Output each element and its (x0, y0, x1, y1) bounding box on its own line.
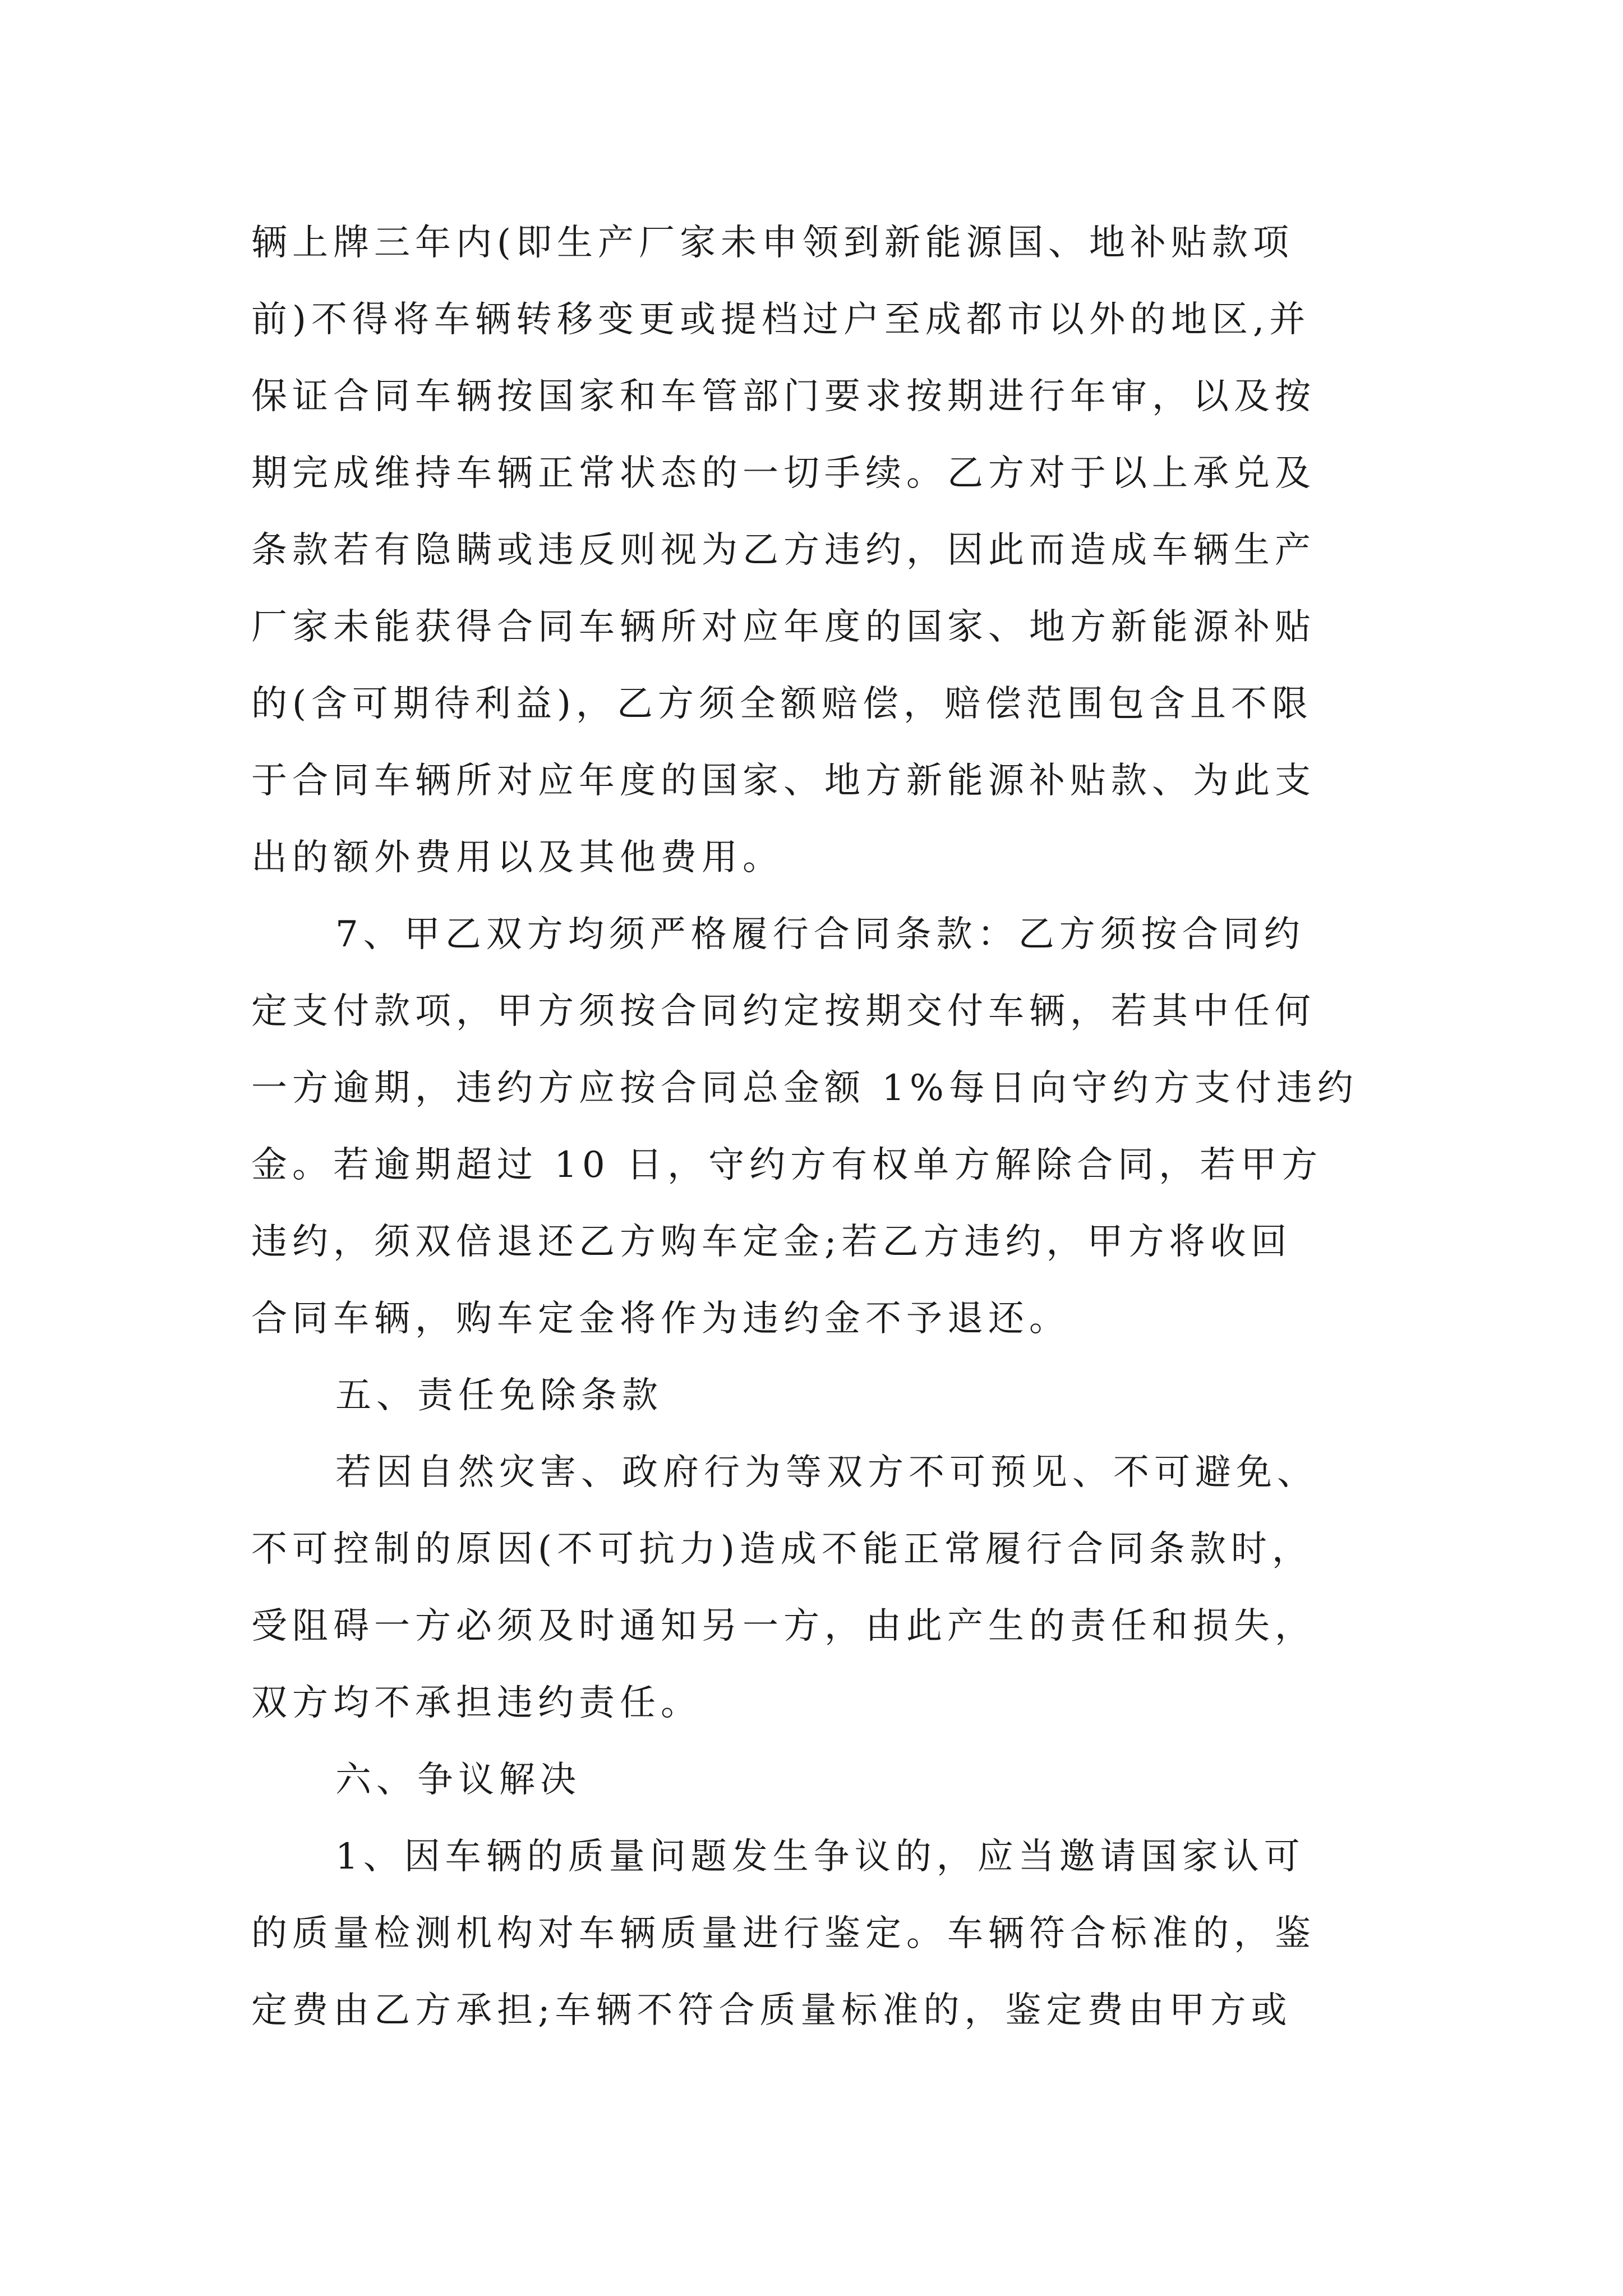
text-line: 违约，须双倍退还乙方购车定金;若乙方违约，甲方将收回 (251, 1221, 1292, 1263)
text-line: 保证合同车辆按国家和车管部门要求按期进行年审，以及按 (251, 376, 1316, 417)
text-line: 前)不得将车辆转移变更或提档过户至成都市以外的地区,并 (251, 299, 1311, 341)
section-heading-liability-exemption: 五、责任免除条款 (335, 1375, 663, 1416)
text-line: 合同车辆，购车定金将作为违约金不予退还。 (251, 1298, 1070, 1340)
text-line: 受阻碍一方必须及时通知另一方，由此产生的责任和损失， (251, 1605, 1316, 1647)
text-line: 辆上牌三年内(即生产厂家未申领到新能源国、地补贴款项 (251, 222, 1294, 264)
text-line: 条款若有隐瞒或违反则视为乙方违约，因此而造成车辆生产 (251, 530, 1316, 571)
text-line: 一方逾期，违约方应按合同总金额 1%每日向守约方支付违约 (251, 1068, 1358, 1109)
text-line: 的质量检测机构对车辆质量进行鉴定。车辆符合标准的，鉴 (251, 1913, 1316, 1954)
text-line: 金。若逾期超过 10 日，守约方有权单方解除合同，若甲方 (251, 1144, 1323, 1186)
text-line: 双方均不承担违约责任。 (251, 1682, 702, 1724)
text-line: 定支付款项，甲方须按合同约定按期交付车辆，若其中任何 (251, 991, 1316, 1032)
text-line: 厂家未能获得合同车辆所对应年度的国家、地方新能源补贴 (251, 606, 1316, 648)
text-line: 于合同车辆所对应年度的国家、地方新能源补贴款、为此支 (251, 760, 1316, 802)
text-line: 不可控制的原因(不可抗力)造成不能正常履行合同条款时， (251, 1529, 1313, 1570)
text-line: 定费由乙方承担;车辆不符合质量标准的，鉴定费由甲方或 (251, 1990, 1292, 2031)
clause-7-first-line: 7、甲乙双方均须严格履行合同条款：乙方须按合同约 (335, 914, 1305, 955)
text-line: 的(含可期待利益)，乙方须全额赔偿，赔偿范围包含且不限 (251, 683, 1313, 725)
document-body (251, 205, 1378, 2049)
force-majeure-first-line: 若因自然灾害、政府行为等双方不可预见、不可避免、 (335, 1452, 1318, 1493)
text-line: 出的额外费用以及其他费用。 (251, 837, 783, 878)
dispute-clause-1-first-line: 1、因车辆的质量问题发生争议的，应当邀请国家认可 (335, 1836, 1305, 1878)
section-heading-dispute-resolution: 六、争议解决 (335, 1759, 581, 1801)
text-line: 期完成维持车辆正常状态的一切手续。乙方对于以上承兑及 (251, 453, 1316, 494)
